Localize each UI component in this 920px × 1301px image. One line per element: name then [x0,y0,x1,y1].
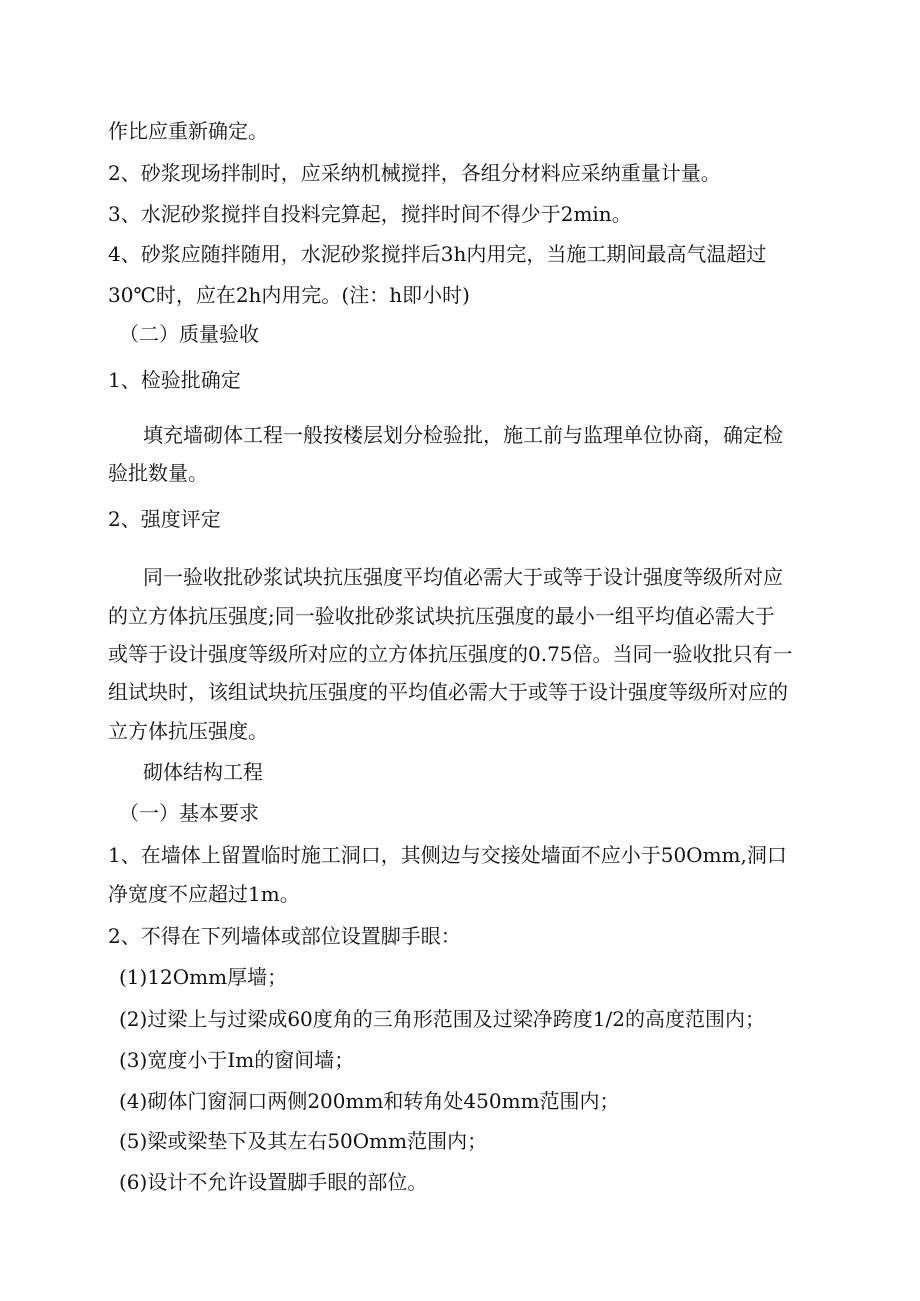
paragraph-line: 立方体抗压强度。 [108,719,268,743]
subsection-heading: 2、强度评定 [108,507,221,531]
text-line: 2、砂浆现场拌制时，应采纳机械搅拌，各组分材料应采纳重量计量。 [108,161,721,185]
section-heading: （二）质量验收 [119,322,259,346]
list-item: (3)宽度小于Im的窗间墙； [119,1048,355,1072]
list-item: (4)砌体门窗洞口两侧200mm和转角处450mm范围内； [119,1089,620,1113]
subsection-heading: 1、检验批确定 [108,368,241,392]
section-heading: 砌体结构工程 [143,760,263,784]
text-line: 4、砂浆应随拌随用，水泥砂浆搅拌后3h内用完，当施工期间最高气温超过 [108,242,767,266]
list-item: (2)过梁上与过梁成60度角的三角形范围及过梁净跨度1/2的高度范围内； [119,1007,765,1031]
paragraph-line: 填充墙砌体工程一般按楼层划分检验批，施工前与监理单位协商，确定检 [143,423,783,447]
list-item: (1)12Omm厚墙； [119,965,288,989]
text-line: 作比应重新确定。 [108,119,268,143]
text-line: 3、水泥砂浆搅拌自投料完算起，搅拌时间不得少于2min。 [108,202,632,226]
text-line: 净宽度不应超过1m。 [108,882,300,906]
text-line: 1、在墙体上留置临时施工洞口，其侧边与交接处墙面不应小于50Omm,洞口 [108,843,787,867]
paragraph-line: 组试块时，该组试块抗压强度的平均值必需大于或等于设计强度等级所对应的 [108,680,788,704]
list-item: (6)设计不允许设置脚手眼的部位。 [119,1170,428,1194]
section-heading: （一）基本要求 [119,801,259,825]
text-line: 30℃时，应在2h内用完。(注：h即小时) [108,283,470,307]
paragraph-line: 验批数量。 [108,461,208,485]
paragraph-line: 或等于设计强度等级所对应的立方体抗压强度的0.75倍。当同一验收批只有一 [108,642,793,666]
text-line: 2、不得在下列墙体或部位设置脚手眼： [108,924,461,948]
paragraph-line: 同一验收批砂浆试块抗压强度平均值必需大于或等于设计强度等级所对应 [143,565,783,589]
paragraph-line: 的立方体抗压强度;同一验收批砂浆试块抗压强度的最小一组平均值必需大于 [108,604,775,628]
list-item: (5)梁或梁垫下及其左右50Omm范围内； [119,1129,488,1153]
